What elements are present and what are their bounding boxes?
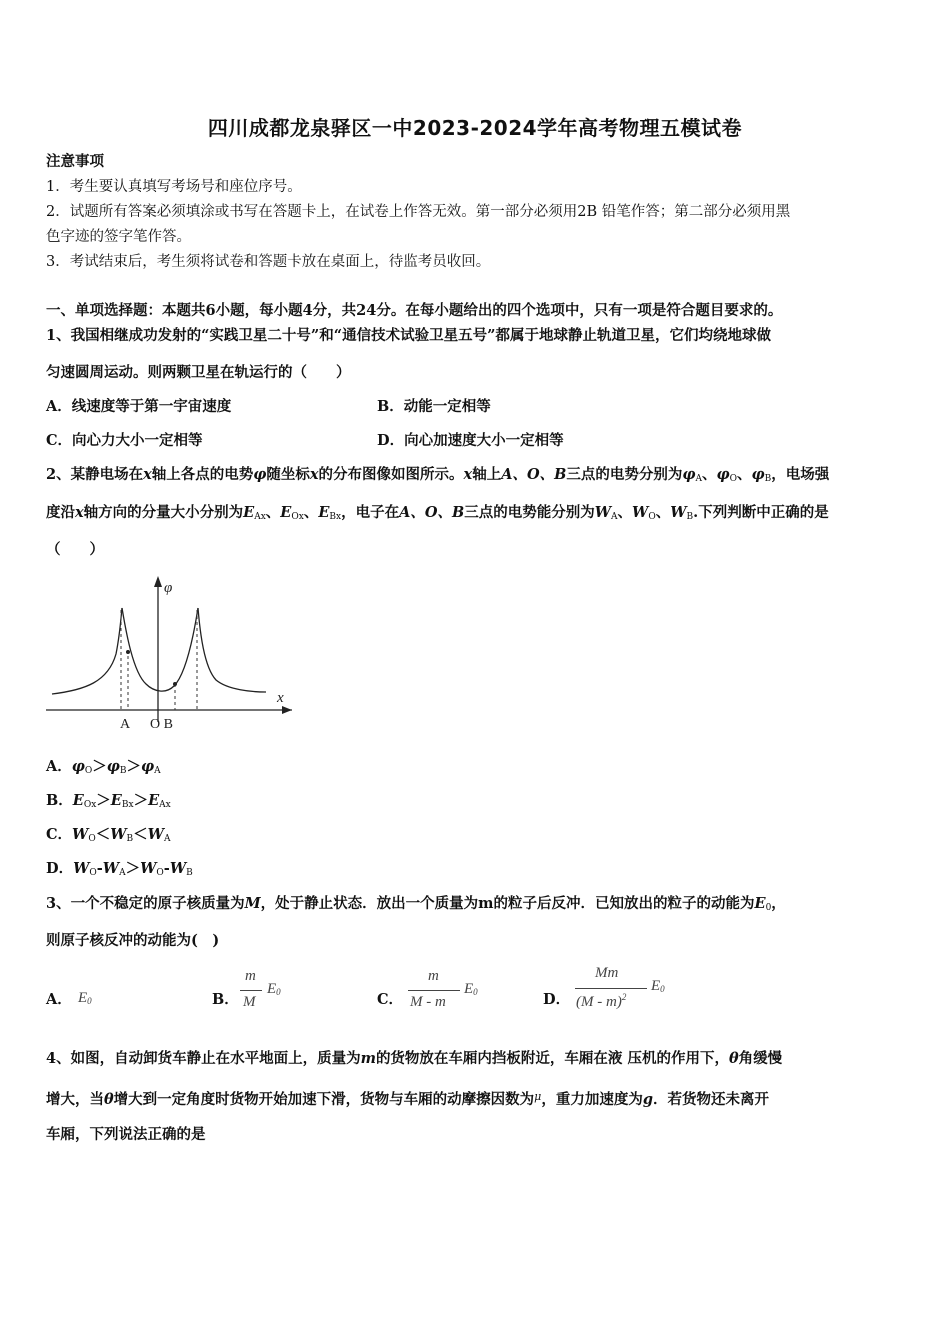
notice-item-1: 1．考生要认真填写考场号和座位序号。 xyxy=(46,179,302,195)
q3-option-a-label: A． xyxy=(46,991,72,1008)
q3-b-e0: $E_0$ xyxy=(267,981,281,997)
q1-option-a: A．线速度等于第一宇宙速度 xyxy=(46,398,232,415)
q3-option-c-formula xyxy=(406,968,496,1018)
q3-b-denominator: M xyxy=(243,994,256,1010)
left-curve-outer xyxy=(52,608,122,694)
q1-option-d: D．向心加速度大小一定相等 xyxy=(377,432,564,449)
q1-stem-line2: 匀速圆周运动。则两颗卫星在轨运行的（ ） xyxy=(46,364,351,381)
q3-b-numerator: m xyxy=(245,968,256,984)
q3-option-b-formula xyxy=(238,968,298,1018)
q3-c-numerator: m xyxy=(428,968,439,984)
q4-stem-line2: 增大，当θ增大到一定角度时货物开始加速下滑，货物与车厢的动摩擦因数为$^\mu$，重力加速度为g．若货物还未离开 xyxy=(46,1090,769,1108)
x-axis-arrow-icon xyxy=(282,706,292,714)
q1-option-c: C．向心力大小一定相等 xyxy=(46,432,203,449)
q4-stem-line3: 车厢，下列说法正确的是 xyxy=(46,1126,206,1143)
q3-option-d-formula xyxy=(573,965,683,1017)
right-curve-inner xyxy=(174,608,198,686)
q2-option-a: A．$\varphi_O>\varphi_B>\varphi_A$ xyxy=(46,758,161,776)
notice-heading: 注意事项 xyxy=(46,153,104,170)
q3-d-e0: $E_0$ xyxy=(651,978,665,994)
q3-option-a-formula: $E_0$ xyxy=(78,990,92,1006)
label-a: A xyxy=(120,717,131,732)
q4-stem-line1: 4、如图，自动卸货车静止在水平地面上，质量为m的货物放在车厢内挡板附近，车厢在液 压机的作用下，θ角缓慢 xyxy=(46,1050,783,1067)
axis-label-x: x xyxy=(277,690,284,706)
q3-stem-line2: 则原子核反冲的动能为( ) xyxy=(46,932,220,949)
q1-stem-line1: 1、我国相继成功发射的“实践卫星二十号”和“通信技术试验卫星五号”都属于地球静止轨道卫星，它们均绕地球做 xyxy=(46,327,771,344)
q2-option-b: B．$E_{Ox}>E_{Bx}>E_{Ax}$ xyxy=(46,792,171,810)
left-curve-inner xyxy=(122,608,174,691)
point-b xyxy=(173,682,177,686)
potential-graph xyxy=(40,572,300,734)
q1-option-b: B．动能一定相等 xyxy=(377,398,491,415)
point-a xyxy=(126,650,130,654)
notice-item-2: 2．试题所有答案必须填涂或书写在答题卡上，在试卷上作答无效。第一部分必须用2B 铅笔作答；第二部分必须用黑 xyxy=(46,204,791,220)
label-ob: O B xyxy=(150,717,173,732)
q3-c-denominator: M - m xyxy=(410,994,446,1010)
q3-d-numerator: Mm xyxy=(595,965,619,981)
q2-stem-line1: 2、某静电场在x轴上各点的电势φ随坐标x的分布图像如图所示。x轴上A、O、B三点的电势分别为$\varphi_A$、$\varphi_O$、$\varphi_B$，电场强 xyxy=(46,466,830,484)
q2-option-c: C．$W_O<W_B<W_A$ xyxy=(46,826,171,844)
q3-d-denominator: (M - m)$^2$ xyxy=(576,992,627,1010)
q2-stem-paren: （ ） xyxy=(46,541,104,558)
q3-d-fraction-bar xyxy=(575,988,647,989)
q3-option-d-label: D． xyxy=(543,991,571,1008)
q3-stem-line1: 3、一个不稳定的原子核质量为M，处于静止状态．放出一个质量为m的粒子后反冲．已知放出的粒子的动能为$E_0$， xyxy=(46,895,786,913)
q2-option-d: D．$W_O-W_A>W_O-W_B$ xyxy=(46,860,193,878)
q3-option-c-label: C． xyxy=(377,991,404,1008)
q2-stem-line2: 度沿x轴方向的分量大小分别为$E_{Ax}$、$E_{Ox}$、$E_{Bx}$，电子在A、O、B三点的电势能分别为$W_A$、$W_O$、$W_B$.下列判断中正确的是 xyxy=(46,504,829,522)
q3-b-fraction-bar xyxy=(240,990,262,991)
axis-label-phi: φ xyxy=(164,580,173,596)
y-axis-arrow-icon xyxy=(154,576,162,587)
page-title: 四川成都龙泉驿区一中2023-2024学年高考物理五模试卷 xyxy=(207,116,743,140)
q3-option-b-label: B． xyxy=(212,991,239,1008)
q3-c-fraction-bar xyxy=(408,990,460,991)
notice-item-2-cont: 色字迹的签字笔作答。 xyxy=(46,229,191,245)
q3-c-e0: $E_0$ xyxy=(464,981,478,997)
right-curve-outer xyxy=(198,608,266,692)
section-heading: 一、单项选择题：本题共6小题，每小题4分，共24分。在每小题给出的四个选项中，只有一项是符合题目要求的。 xyxy=(46,302,783,319)
notice-item-3: 3．考试结束后，考生须将试卷和答题卡放在桌面上，待监考员收回。 xyxy=(46,254,491,270)
